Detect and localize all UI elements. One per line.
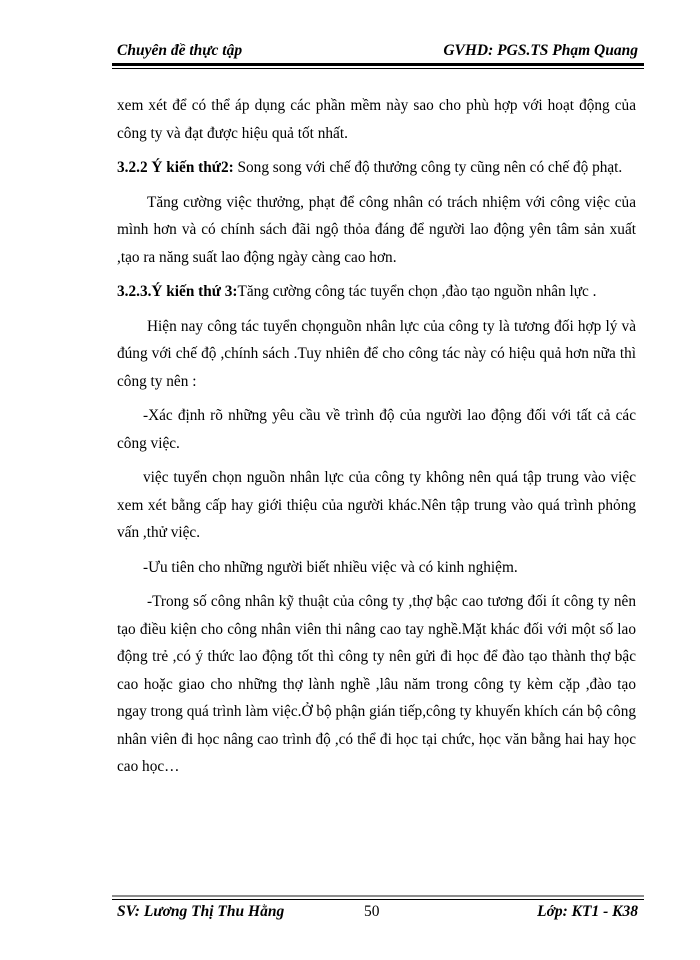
section-paragraph xyxy=(117,154,636,182)
header-supervisor: GVHD: PGS.TS Phạm Quang xyxy=(443,42,638,59)
list-item: -Trong số công nhân kỹ thuật của công ty ,thợ bậc cao tương đối ít công ty nên tạo điều kiện cho công nhân viên thi nâng cao tay nghề.Mặt khác đối với một số lao động trẻ ,có ý thức lao động tốt thì công ty nên gửi đi học để đào tạo thành thợ bậc cao hoặc giao cho những thợ lành nghề ,lâu năm trong công ty kèm cặp ,đào tạo ngay trong quá trình làm việc.Ở bộ phận gián tiếp,công ty khuyến khích cán bộ công nhân viên đi học nâng cao trình độ ,có thể đi học tại chức, học văn bằng hai hay học cao học… xyxy=(117,593,636,775)
page-number: 50 xyxy=(364,903,380,920)
header-rule-thick xyxy=(112,63,644,66)
paragraph: Tăng cường việc thưởng, phạt để công nhân có trách nhiệm với công việc của mình hơn và có chính sách đãi ngộ thỏa đáng để người lao động yên tâm sản xuất ,tạo ra năng suất lao động ngày càng cao hơn. xyxy=(117,193,636,266)
section-text: Song song với chế độ thưởng công ty cũng nên có chế độ phạt. xyxy=(233,159,623,176)
document-body xyxy=(117,92,636,788)
list-item: -Xác định rõ những yêu cầu về trình độ của người lao động đối với tất cả các công việc. xyxy=(117,407,636,452)
paragraph: xem xét để có thể áp dụng các phần mềm này sao cho phù hợp với hoạt động của công ty và đạt được hiệu quả tốt nhất. xyxy=(117,97,636,142)
section-text: Tăng cường công tác tuyển chọn ,đào tạo nguồn nhân lực . xyxy=(237,283,597,300)
footer-rule-thin xyxy=(112,899,644,900)
section-heading: 3.2.3.Ý kiến thứ 3: xyxy=(117,283,238,300)
header-rule-thin xyxy=(112,68,644,69)
page-footer xyxy=(112,903,644,927)
paragraph: việc tuyển chọn nguồn nhân lực của công ty không nên quá tập trung vào việc xem xét bằng cấp hay giới thiệu của người khác.Nên tập trung vào quá trình phỏng vấn ,thử việc. xyxy=(117,469,636,541)
list-item: -Ưu tiên cho những người biết nhiều việc và có kinh nghiệm. xyxy=(143,558,518,576)
footer-class: Lớp: KT1 - K38 xyxy=(537,903,638,920)
footer-student: SV: Lương Thị Thu Hằng xyxy=(117,903,285,920)
section-heading: 3.2.2 Ý kiến thứ2: xyxy=(117,159,234,176)
header-title: Chuyên đề thực tập xyxy=(117,42,243,59)
section-paragraph xyxy=(117,278,636,306)
footer-rule-gray xyxy=(112,895,644,897)
paragraph: Hiện nay công tác tuyển chọnguồn nhân lực của công ty là tương đối hợp lý và đúng với chế độ ,chính sách .Tuy nhiên để cho công tác này có hiệu quả hơn nữa thì công ty nên : xyxy=(117,317,636,390)
